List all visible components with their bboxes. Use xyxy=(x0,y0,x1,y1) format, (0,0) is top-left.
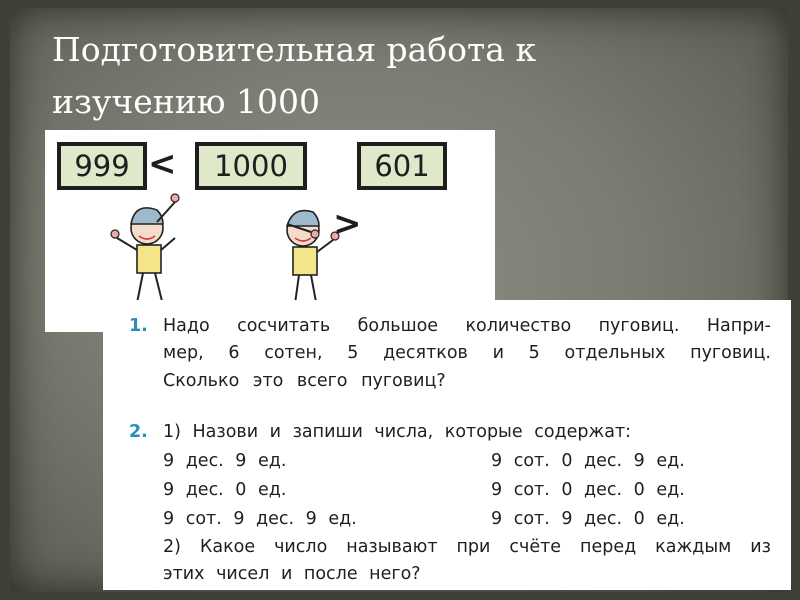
task-1-line-3: Сколько это всего пуговиц? xyxy=(163,371,446,391)
task-2-question-line-2: этих чисел и после него? xyxy=(163,564,421,584)
task-2-intro: 1) Назови и запиши числа, которые содержат: xyxy=(163,422,632,442)
task-2-right-item-3: 9 сот. 9 дес. 0 ед. xyxy=(491,509,685,529)
task-1-line-1: Надо сосчитать большое количество пуговиц. Напри- xyxy=(163,316,771,336)
task-2-left-item-2: 9 дес. 0 ед. xyxy=(163,480,287,500)
slide-title xyxy=(52,24,612,128)
task-2-number: 2. xyxy=(129,422,148,442)
title-line-2: изучению 1000 xyxy=(52,82,320,121)
task-2-right-item-2: 9 сот. 0 дес. 0 ед. xyxy=(491,480,685,500)
task-2-left-item-1: 9 дес. 9 ед. xyxy=(163,451,287,471)
task-1-line-2: мер, 6 сотен, 5 десятков и 5 отдельных пуговиц. xyxy=(163,343,771,363)
task-2-left-item-3: 9 сот. 9 дес. 9 ед. xyxy=(163,509,357,529)
number-box-1000: 1000 xyxy=(195,142,307,190)
title-line-1: Подготовительная работа к xyxy=(52,30,537,69)
task-2-question-line-1: 2) Какое число называют при счёте перед каждым из xyxy=(163,537,771,557)
greater-than-sign: > xyxy=(333,204,362,244)
less-than-sign: < xyxy=(148,144,177,184)
number-box-601: 601 xyxy=(357,142,447,190)
tasks-panel xyxy=(103,300,791,590)
task-2-right-item-1: 9 сот. 0 дес. 9 ед. xyxy=(491,451,685,471)
number-box-999: 999 xyxy=(57,142,147,190)
task-1-number: 1. xyxy=(129,316,148,336)
